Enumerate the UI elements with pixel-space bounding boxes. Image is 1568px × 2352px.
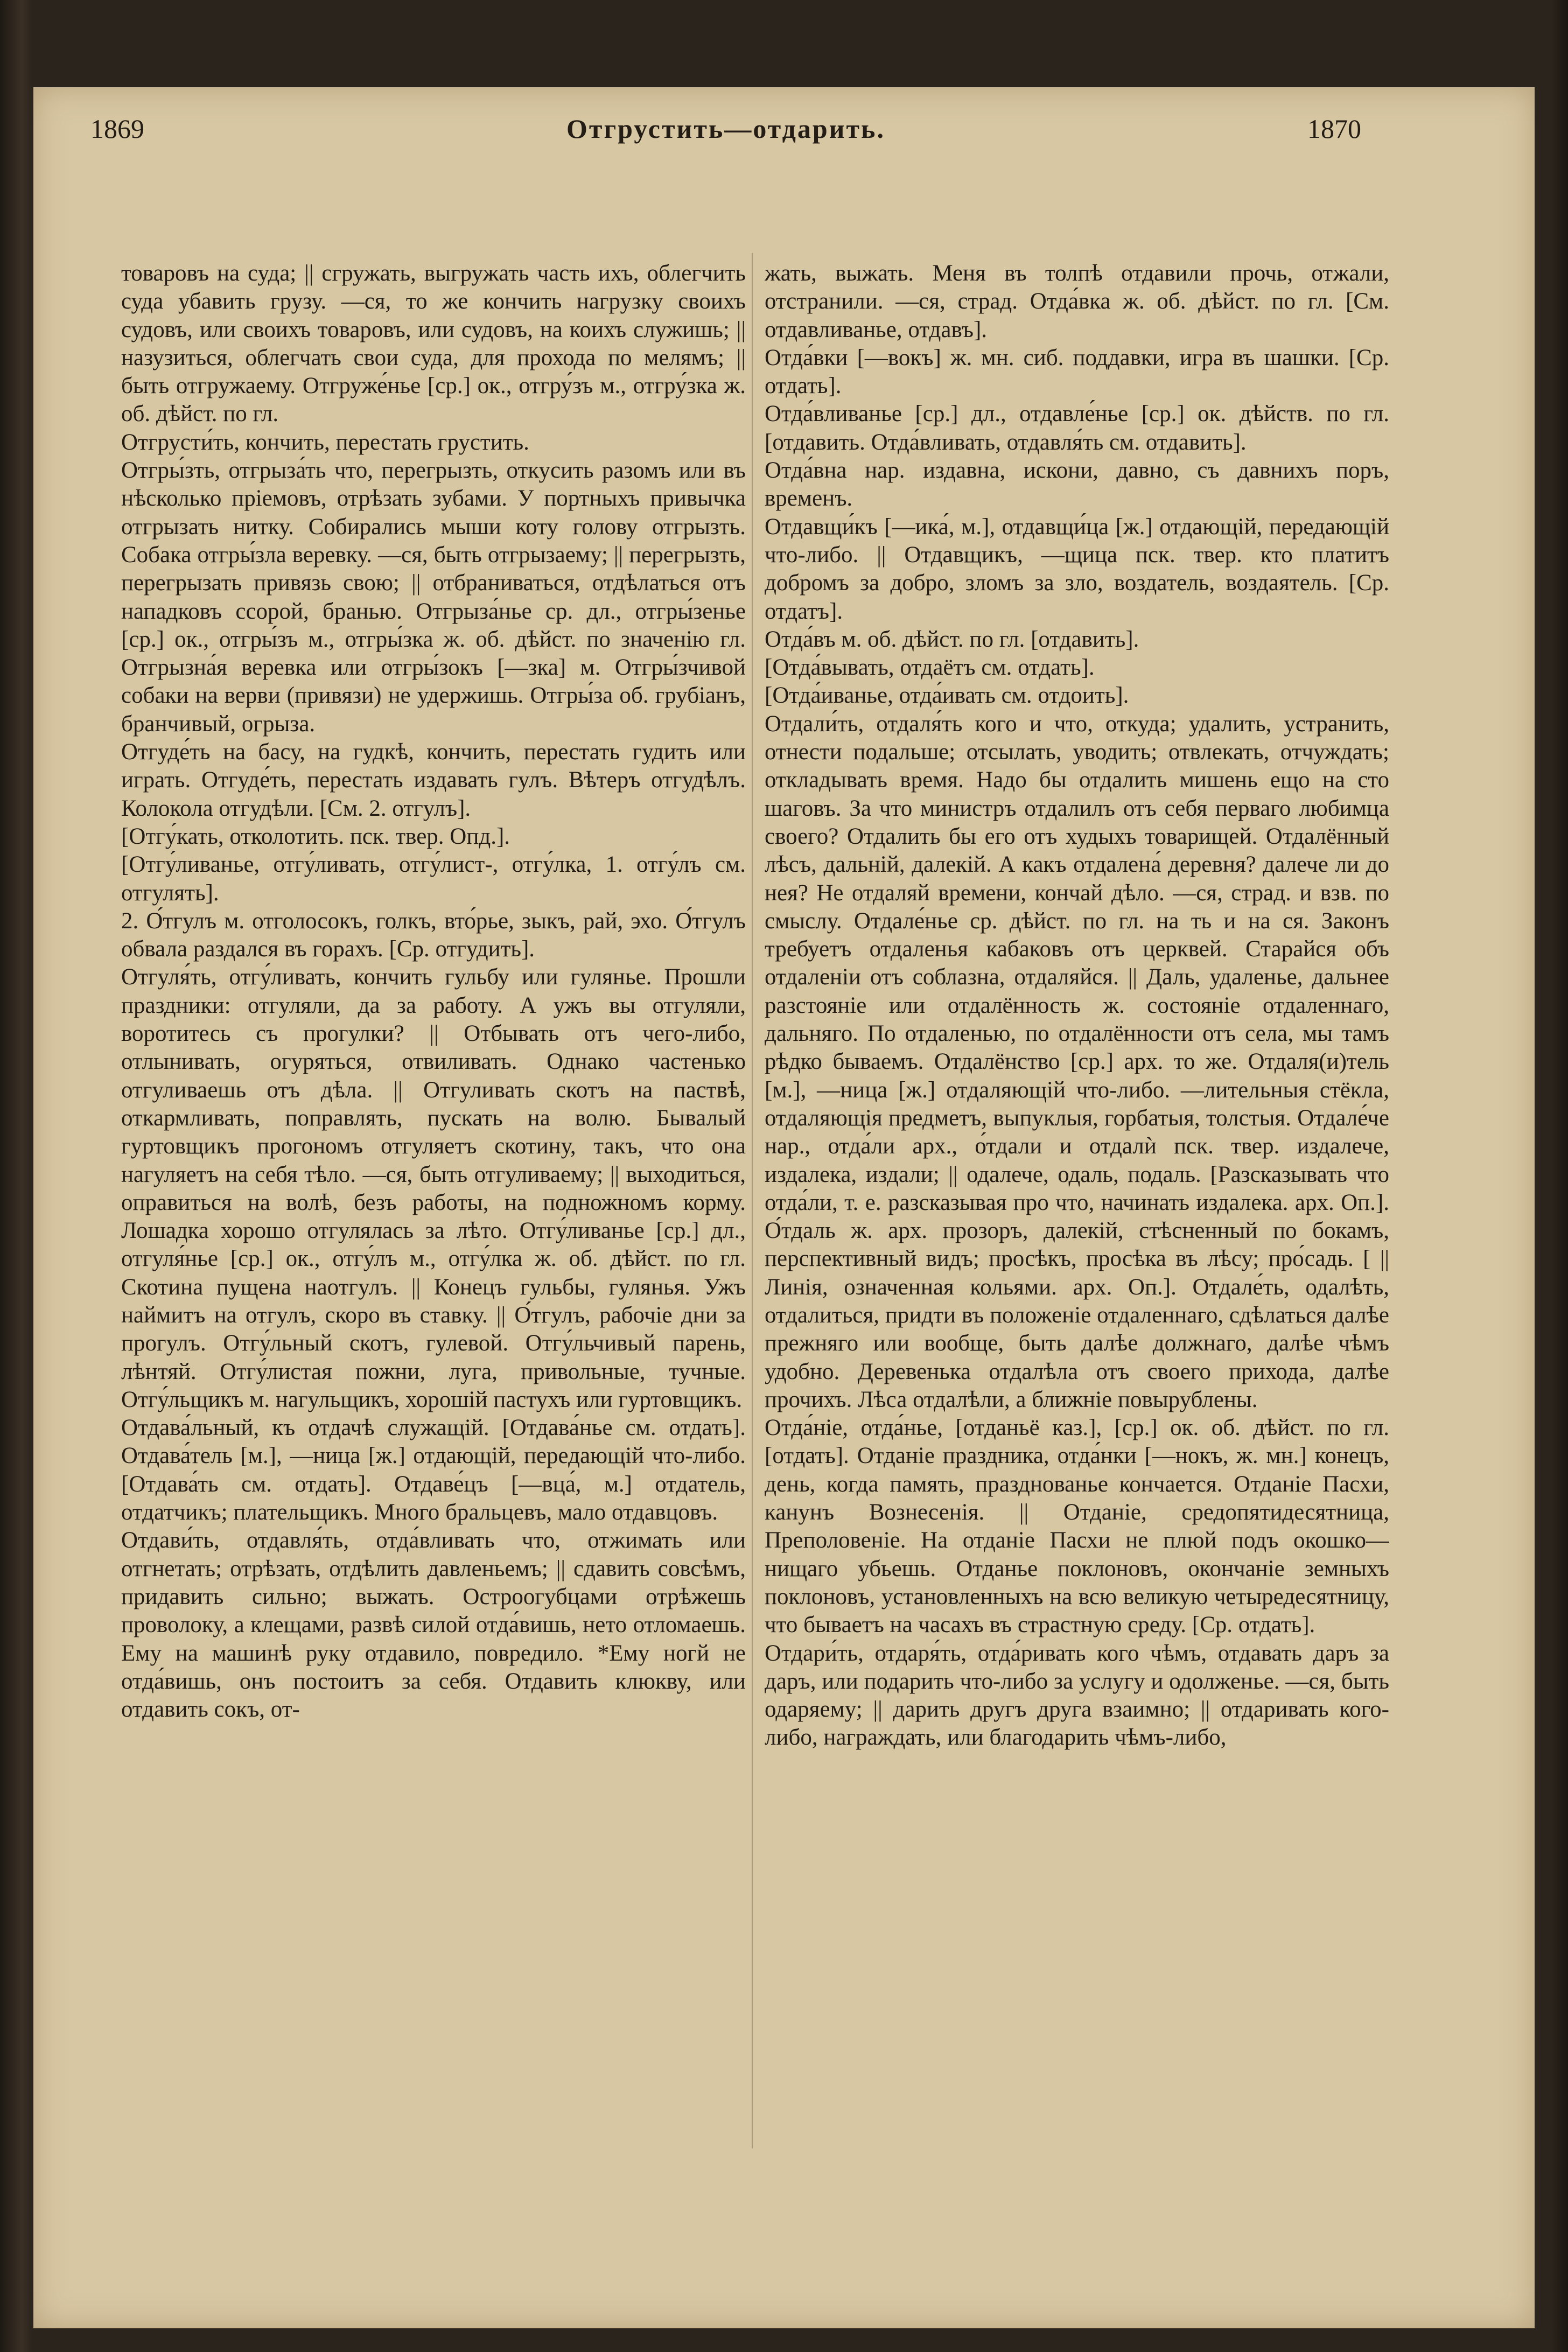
dictionary-entry: 2. О́тгулъ м. отголосокъ, голкъ, вто́рье, зыкъ, рай, эхо. О́тгулъ обвала раздался въ горахъ. [Ср. отгудить].	[121, 908, 746, 962]
dictionary-entry: жать, выжать. Меня въ толпѣ отдавили прочь, отжали, отстранили. —ся, страд. Отда́вка ж. об. дѣйст. по гл. [См. отдавливанье, отдавъ].	[765, 261, 1389, 342]
dictionary-entry: [Отгу́кать, отколотить. пск. твер. Опд.].	[121, 823, 510, 849]
dictionary-entry: Отдави́ть, отдавля́ть, отда́вливать что, отжимать или отгнетать; отрѣзать, отдѣлить давленьемъ; || сдавить совсѣмъ, придавить сильно; выжать. Остроогубцами отрѣжешь проволоку, а клещами, развѣ силой отда́вишь, нето отломаешь. Ему на машинѣ руку отдавило, повредило. *Ему ногй не отда́вишь, онъ постоитъ за себя. Отдавить клюкву, или отдавить сокъ, от-	[121, 1528, 746, 1723]
dictionary-entry: Отгуде́ть на басу, на гудкѣ, кончить, перестать гудить или играть. Отгуде́ть, перестать издавать гулъ. Вѣтеръ отгудѣлъ. Колокола отгудѣли. [См. 2. отгулъ].	[121, 739, 746, 821]
page-header	[90, 113, 1361, 156]
dictionary-entry: Отда́ніе, отда́нье, [отданьё каз.], [ср.] ок. об. дѣйст. по гл. [отдать]. Отданіе праздника, отда́нки [—нокъ, ж. мн.] конецъ, день, когда память, празднованье кончается. Отданіе Пасхи, канунъ Вознесенія. || Отданіе, средопятидесятница, Преполовеніе. На отданіе Пасхи не плюй подъ окошко— нищаго убьешь. Отданье поклоновъ, окончаніе земныхъ поклоновъ, установленныхъ на всю великую четыредесятницу, что бываетъ на часахъ въ страстную среду. [Ср. отдать].	[765, 1415, 1389, 1638]
dictionary-entry: Отда́вна нар. издавна, искони, давно, съ давнихъ поръ, временъ.	[765, 458, 1389, 512]
dictionary-entry: Отгрусти́ть, кончить, перестать грустить.	[121, 429, 529, 455]
dictionary-entry: [Отгу́ливанье, отгу́ливать, отгу́лист-, отгу́лка, 1. отгу́лъ см. отгулять].	[121, 852, 746, 906]
right-column	[765, 260, 1389, 2155]
dictionary-entry: [Отда́иванье, отда́ивать см. отдоить].	[765, 683, 1129, 709]
left-column	[121, 260, 746, 2155]
dictionary-entry: [Отда́вывать, отдаётъ см. отдать].	[765, 655, 1095, 681]
dictionary-entry: Отдава́льный, къ отдачѣ служащій. [Отдава́нье см. отдать]. Отдава́тель [м.], —ница [ж.] отдающій, передающій что-либо. [Отдава́ть см. отдать]. Отдаве́цъ [—вца́, м.] отдатель, отдатчикъ; плательщикъ. Много бральцевъ, мало отдавцовъ.	[121, 1415, 746, 1525]
dictionary-entry: Отда́вки [—вокъ] ж. мн. сиб. поддавки, игра въ шашки. [Ср. отдать].	[765, 345, 1389, 399]
dictionary-entry: Отгры́зть, отгрыза́ть что, перегрызть, откусить разомъ или въ нѣсколько пріемовъ, отрѣзать зубами. У портныхъ привычка отгрызать нитку. Собирались мыши коту голову отгрызть. Собака отгры́зла веревку. —ся, быть отгрызаему; || перегрызть, перегрызать привязь свою; || отбраниваться, отдѣлаться отъ нападковъ ссорой, бранью. Отгрыза́нье ср. дл., отгры́зенье [ср.] ок., отгры́зъ м., отгры́зка ж. об. дѣйст. по значенію гл. Отгрызна́я веревка или отгры́зокъ [—зка] м. Отгры́зчивой собаки на верви (привязи) не удержишь. Отгры́за об. грубіанъ, бранчивый, огрыза.	[121, 458, 746, 737]
page-number-left: 1869	[90, 114, 144, 144]
dictionary-entry: Отгуля́ть, отгу́ливать, кончить гульбу или гулянье. Прошли праздники: отгуляли, да за работу. А ужъ вы отгуляли, воротитесь съ прогулки? || Отбывать отъ чего-либо, отлынивать, огуряться, отвиливать. Однако частенько отгуливаешь отъ дѣла. || Отгуливать скотъ на паствѣ, откармливать, поправлять, пускать на волю. Бывалый гуртовщикъ прогономъ отгуляетъ скотину, такъ, что она нагуляетъ на себя тѣло. —ся, быть отгуливаему; || выходиться, оправиться на волѣ, безъ работы, на подножномъ корму. Лошадка хорошо отгулялась за лѣто. Отгу́ливанье [ср.] дл., отгуля́нье [ср.] ок., отгу́лъ м., отгу́лка ж. об. дѣйст. по гл. Скотина пущена наотгулъ. || Конецъ гульбы, гулянья. Ужъ наймитъ на отгулъ, скоро въ ставку. || О́тгулъ, рабочіе дни за прогулъ. Отгу́льный скотъ, гулевой. Отгу́льчивый парень, лѣнтяй. Отгу́листая пожни, луга, привольные, тучные. Отгу́льщикъ м. нагульщикъ, хорошій пастухъ или гуртовщикъ.	[121, 964, 746, 1412]
running-title: Отгрустить—отдарить.	[566, 114, 885, 144]
dictionary-entry: Отда́вливанье [ср.] дл., отдавле́нье [ср.] ок. дѣйств. по гл. [отдавить. Отда́вливать, отдавля́ть см. отдавить].	[765, 401, 1389, 455]
dictionary-entry: Отдари́ть, отдаря́ть, отда́ривать кого чѣмъ, отдавать даръ за даръ, или подарить что-либо за услугу и одолженье. —ся, быть одаряему; || дарить другъ друга взаимно; || отдаривать кого-либо, награждать, или благодарить чѣмъ-либо,	[765, 1640, 1389, 1751]
page-number-right: 1870	[1307, 114, 1361, 144]
dictionary-entry: Отда́въ м. об. дѣйст. по гл. [отдавить].	[765, 626, 1139, 652]
dictionary-entry: товаровъ на суда; || сгружать, выгружать часть ихъ, облегчить суда убавить грузу. —ся, то же кончить нагрузку своихъ судовъ, или своихъ товаровъ, или судовъ, на коихъ служишь; || назузиться, облегчать свои суда, для прохода по мелямъ; || быть отгружаему. Отгруже́нье [ср.] ок., отгру́зъ м., отгру́зка ж. об. дѣйст. по гл.	[121, 261, 746, 427]
dictionary-entry: Отдавщи́къ [—ика́, м.], отдавщи́ца [ж.] отдающій, передающій что-либо. || Отдавщикъ, —щица пск. твер. кто платитъ добромъ за добро, зломъ за зло, воздатель, воздаятель. [Ср. отдатъ].	[765, 514, 1389, 624]
column-divider	[752, 253, 753, 2148]
dictionary-entry: Отдали́ть, отдаля́ть кого и что, откуда; удалить, устранить, отнести подальше; отсылать, уводить; отвлекать, отчуждать; откладывать время. Надо бы отдалить мишень ещо на сто шаговъ. За что министръ отдалилъ отъ себя перваго любимца своего? Отдалить бы его отъ худыхъ товарищей. Отдалённый лѣсъ, дальній, далекій. А какъ отдалена́ деревня? далече ли до нея? Не отдаляй времени, кончай дѣло. —ся, страд. и взв. по смыслу. Отдале́нье ср. дѣйст. по гл. на ть и на ся. Законъ требуетъ отдаленья кабаковъ отъ церквей. Старайся объ отдаленіи отъ соблазна, отдаляйся. || Даль, удаленье, дальнее разстояніе или отдалённость ж. состояніе отдаленнаго, дальняго. По отдаленью, по отдалённости отъ села, мы тамъ рѣдко бываемъ. Отдалёнство [ср.] арх. то же. Отдаля(и)тель [м.], —ница [ж.] отдаляющій что-либо. —лительныя стёкла, отдаляющія предметъ, выпуклыя, горбатыя, толстыя. Отдале́че нар., отда́ли арх., о́тдали и отдалѝ пск. твер. издалече, издалека, издали; || одалече, одаль, подаль. [Разсказывать что отда́ли, т. е. разсказывая про что, начинать издалека. арх. Оп.]. О́тдаль ж. арх. прозоръ, далекій, стѣсненный по бокамъ, перспективный видъ; просѣкъ, просѣка въ лѣсу; про́садь. [ || Линія, означенная кольями. арх. Оп.]. Отдале́ть, одалѣть, отдалиться, придти въ положеніе отдаленнаго, сдѣлаться далѣе прежняго или вообще, быть далѣе должнаго, далѣе чѣмъ удобно. Деревенька отдалѣла отъ своего прихода, далѣе прочихъ. Лѣса отдалѣли, а ближніе повырублены.	[765, 711, 1389, 1412]
